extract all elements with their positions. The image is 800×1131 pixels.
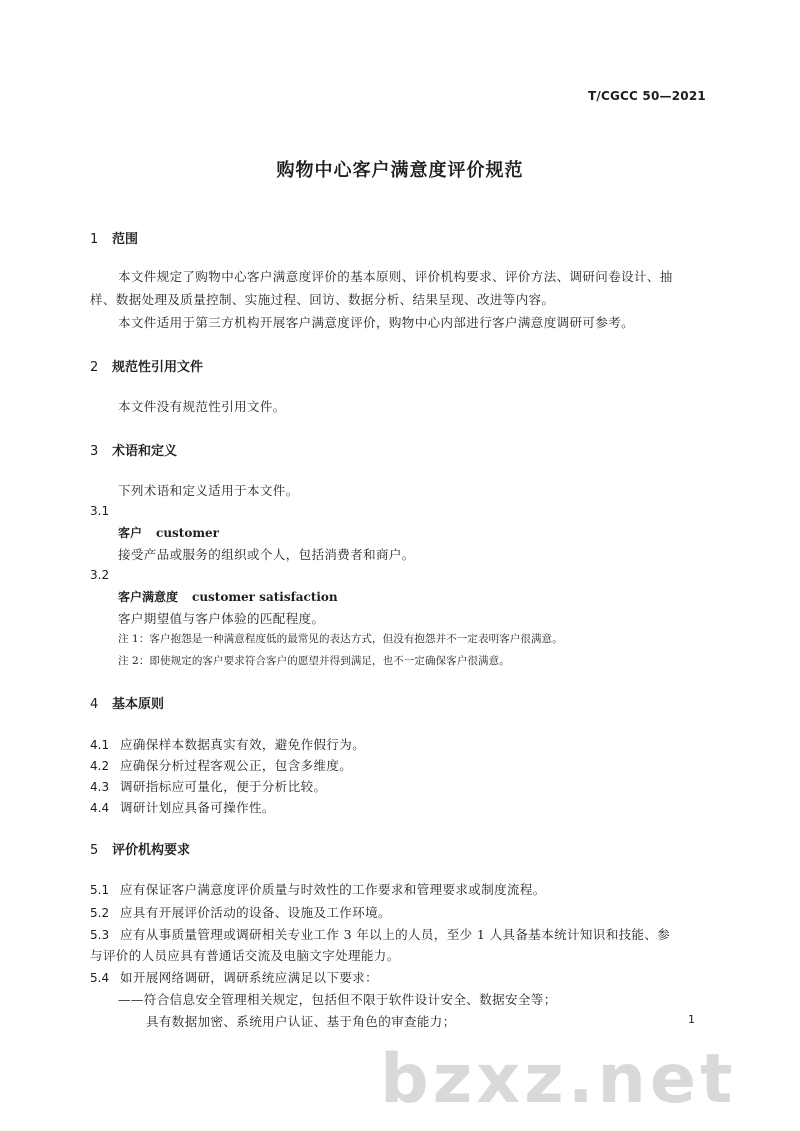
item-number: 4.3 xyxy=(90,780,110,794)
item-number: 5.1 xyxy=(90,883,110,897)
item-text: 如开展网络调研，调研系统应满足以下要求： xyxy=(120,970,379,985)
watermark: bzxz.net xyxy=(380,1040,737,1119)
paragraph-line: 与评价的人员应具有普通话交流及电脑文字处理能力。 xyxy=(90,948,400,963)
note: 注 2：即使规定的客户要求符合客户的愿望并得到满足，也不一定确保客户很满意。 xyxy=(118,655,510,667)
section-title: 规范性引用文件 xyxy=(112,360,204,375)
standard-number: T/CGCC 50—2021 xyxy=(588,89,706,103)
term-definition: 接受产品或服务的组织或个人，包括消费者和商户。 xyxy=(118,547,415,562)
item-text: 调研计划应具备可操作性。 xyxy=(120,800,275,815)
term-definition: 客户期望值与客户体验的匹配程度。 xyxy=(118,611,325,626)
section-number: 3 xyxy=(90,444,99,459)
section-number: 1 xyxy=(90,232,99,247)
term-en: customer xyxy=(156,526,220,540)
section-1-heading xyxy=(90,228,138,247)
section-3-heading xyxy=(90,440,177,459)
list-item xyxy=(90,756,352,774)
item-number: 4.1 xyxy=(90,738,110,752)
section-title: 范围 xyxy=(112,232,139,247)
item-number: 4.4 xyxy=(90,801,110,815)
section-title: 评价机构要求 xyxy=(112,843,191,858)
term-zh: 客户 xyxy=(118,526,143,540)
list-item xyxy=(90,903,391,921)
item-number: 5.4 xyxy=(90,971,110,985)
section-number: 4 xyxy=(90,697,99,712)
item-text: 应有保证客户满意度评价质量与时效性的工作要求和管理要求或制度流程。 xyxy=(120,882,546,897)
list-item xyxy=(90,880,546,898)
paragraph-line: 下列术语和定义适用于本文件。 xyxy=(118,483,299,498)
item-text: 调研指标应可量化，便于分析比较。 xyxy=(120,779,327,794)
document-title: 购物中心客户满意度评价规范 xyxy=(276,160,524,181)
list-item xyxy=(90,925,670,943)
item-text: 应具有开展评价活动的设备、设施及工作环境。 xyxy=(120,905,391,920)
paragraph-line: 本文件适用于第三方机构开展客户满意度评价，购物中心内部进行客户满意度调研可参考。 xyxy=(118,315,635,330)
term-heading xyxy=(118,588,338,605)
section-number: 2 xyxy=(90,360,99,375)
list-item xyxy=(90,798,275,816)
term-number: 3.2 xyxy=(90,568,110,582)
list-item xyxy=(90,777,326,795)
paragraph-line: 样、数据处理及质量控制、实施过程、回访、数据分析、结果呈现、改进等内容。 xyxy=(90,292,555,307)
section-4-heading xyxy=(90,693,164,712)
paragraph-line: 本文件没有规范性引用文件。 xyxy=(118,399,286,414)
bullet-item: ——符合信息安全管理相关规定，包括但不限于软件设计安全、数据安全等； xyxy=(118,992,557,1007)
section-number: 5 xyxy=(90,843,99,858)
item-number: 5.3 xyxy=(90,928,110,942)
term-zh: 客户满意度 xyxy=(118,590,179,604)
item-text: 应有从事质量管理或调研相关专业工作 3 年以上的人员，至少 1 人具备基本统计知识和技能、参 xyxy=(120,927,671,942)
list-item xyxy=(90,968,378,986)
item-text: 应确保分析过程客观公正，包含多维度。 xyxy=(120,758,353,773)
term-number: 3.1 xyxy=(90,504,110,518)
section-title: 基本原则 xyxy=(112,697,165,712)
section-5-heading xyxy=(90,839,190,858)
item-text: 应确保样本数据真实有效，避免作假行为。 xyxy=(120,737,366,752)
paragraph-line: 本文件规定了购物中心客户满意度评价的基本原则、评价机构要求、评价方法、调研问卷设计、抽 xyxy=(118,269,673,284)
section-title: 术语和定义 xyxy=(112,444,178,459)
bullet-item: 具有数据加密、系统用户认证、基于角色的审查能力； xyxy=(146,1014,456,1029)
note: 注 1：客户抱怨是一种满意程度低的最常见的表达方式，但没有抱怨并不一定表明客户很满意。 xyxy=(118,633,563,645)
term-heading xyxy=(118,524,219,541)
term-en: customer satisfaction xyxy=(192,590,338,604)
page-number: 1 xyxy=(688,1013,695,1026)
item-number: 5.2 xyxy=(90,906,110,920)
list-item xyxy=(90,735,365,753)
item-number: 4.2 xyxy=(90,759,110,773)
section-2-heading xyxy=(90,356,203,375)
